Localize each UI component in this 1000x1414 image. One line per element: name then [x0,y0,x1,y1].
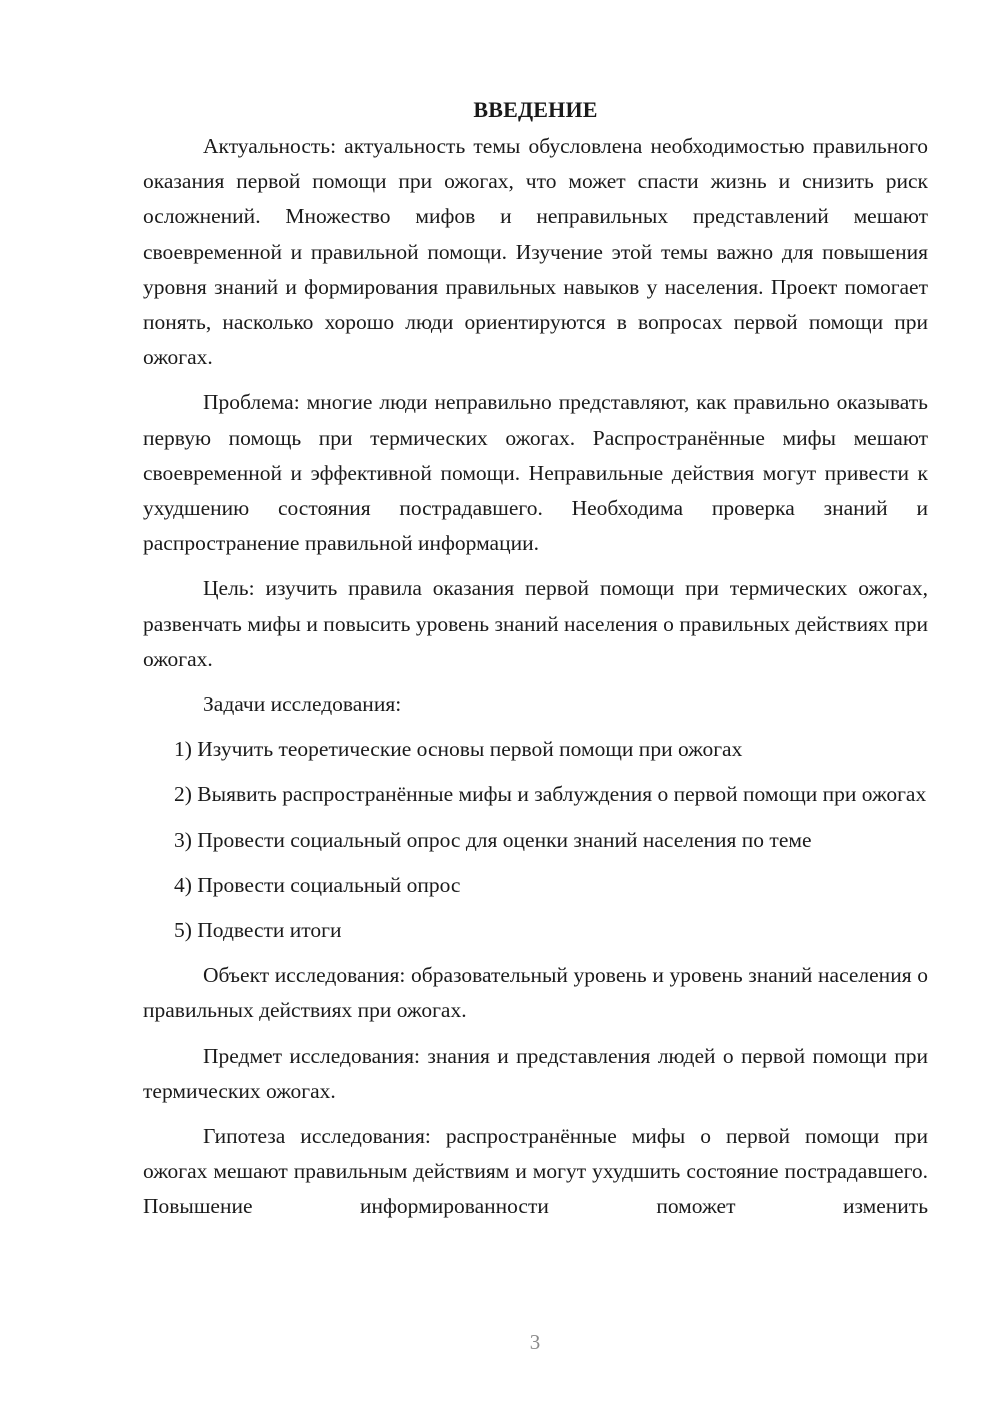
document-page [143,92,928,1225]
list-item: 4) Провести социальный опрос [174,872,461,897]
paragraph-object: Объект исследования: образовательный уровень и уровень знаний населения о правильных действиях при ожогах. [143,963,928,1023]
tasks-list [143,732,928,948]
paragraph-hypothesis: Гипотеза исследования: распространённые мифы о первой помощи при ожогах мешают правильным действиям и могут ухудшить состояние пострадавшего. Повышение информированности поможет изменить [143,1124,928,1219]
page-title: ВВЕДЕНИЕ [473,97,598,122]
paragraph-subject: Предмет исследования: знания и представления людей о первой помощи при термических ожогах. [143,1043,928,1103]
paragraph-goal: Цель: изучить правила оказания первой помощи при термических ожогах, развенчать мифы и повысить уровень знаний населения о правильных действиях при ожогах. [143,576,928,671]
list-item: 1) Изучить теоретические основы первой помощи при ожогах [174,737,743,762]
tasks-heading: Задачи исследования: [203,692,402,717]
paragraph-relevance: Актуальность: актуальность темы обусловлена необходимостью правильного оказания первой помощи при ожогах, что может спасти жизнь и снизить риск осложнений. Множество мифов и неправильных представлений мешают своевременной и правильной помощи. Изучение этой темы важно для повышения уровня знаний и формирования правильных навыков у населения. Проект помогает понять, насколько хорошо люди ориентируются в вопросах первой помощи при ожогах. [143,134,928,370]
paragraph-problem: Проблема: многие люди неправильно представляют, как правильно оказывать первую помощь при термических ожогах. Распространённые мифы мешают своевременной и эффективной помощи. Неправильные действия могут привести к ухудшению состояния пострадавшего. Необходима проверка знаний и распространение правильной информации. [143,390,928,556]
list-item: 2) Выявить распространённые мифы и заблуждения о первой помощи при ожогах [174,782,927,807]
list-item: 3) Провести социальный опрос для оценки знаний населения по теме [174,827,812,852]
list-item: 5) Подвести итоги [174,918,342,943]
page-number: 3 [529,1330,541,1354]
